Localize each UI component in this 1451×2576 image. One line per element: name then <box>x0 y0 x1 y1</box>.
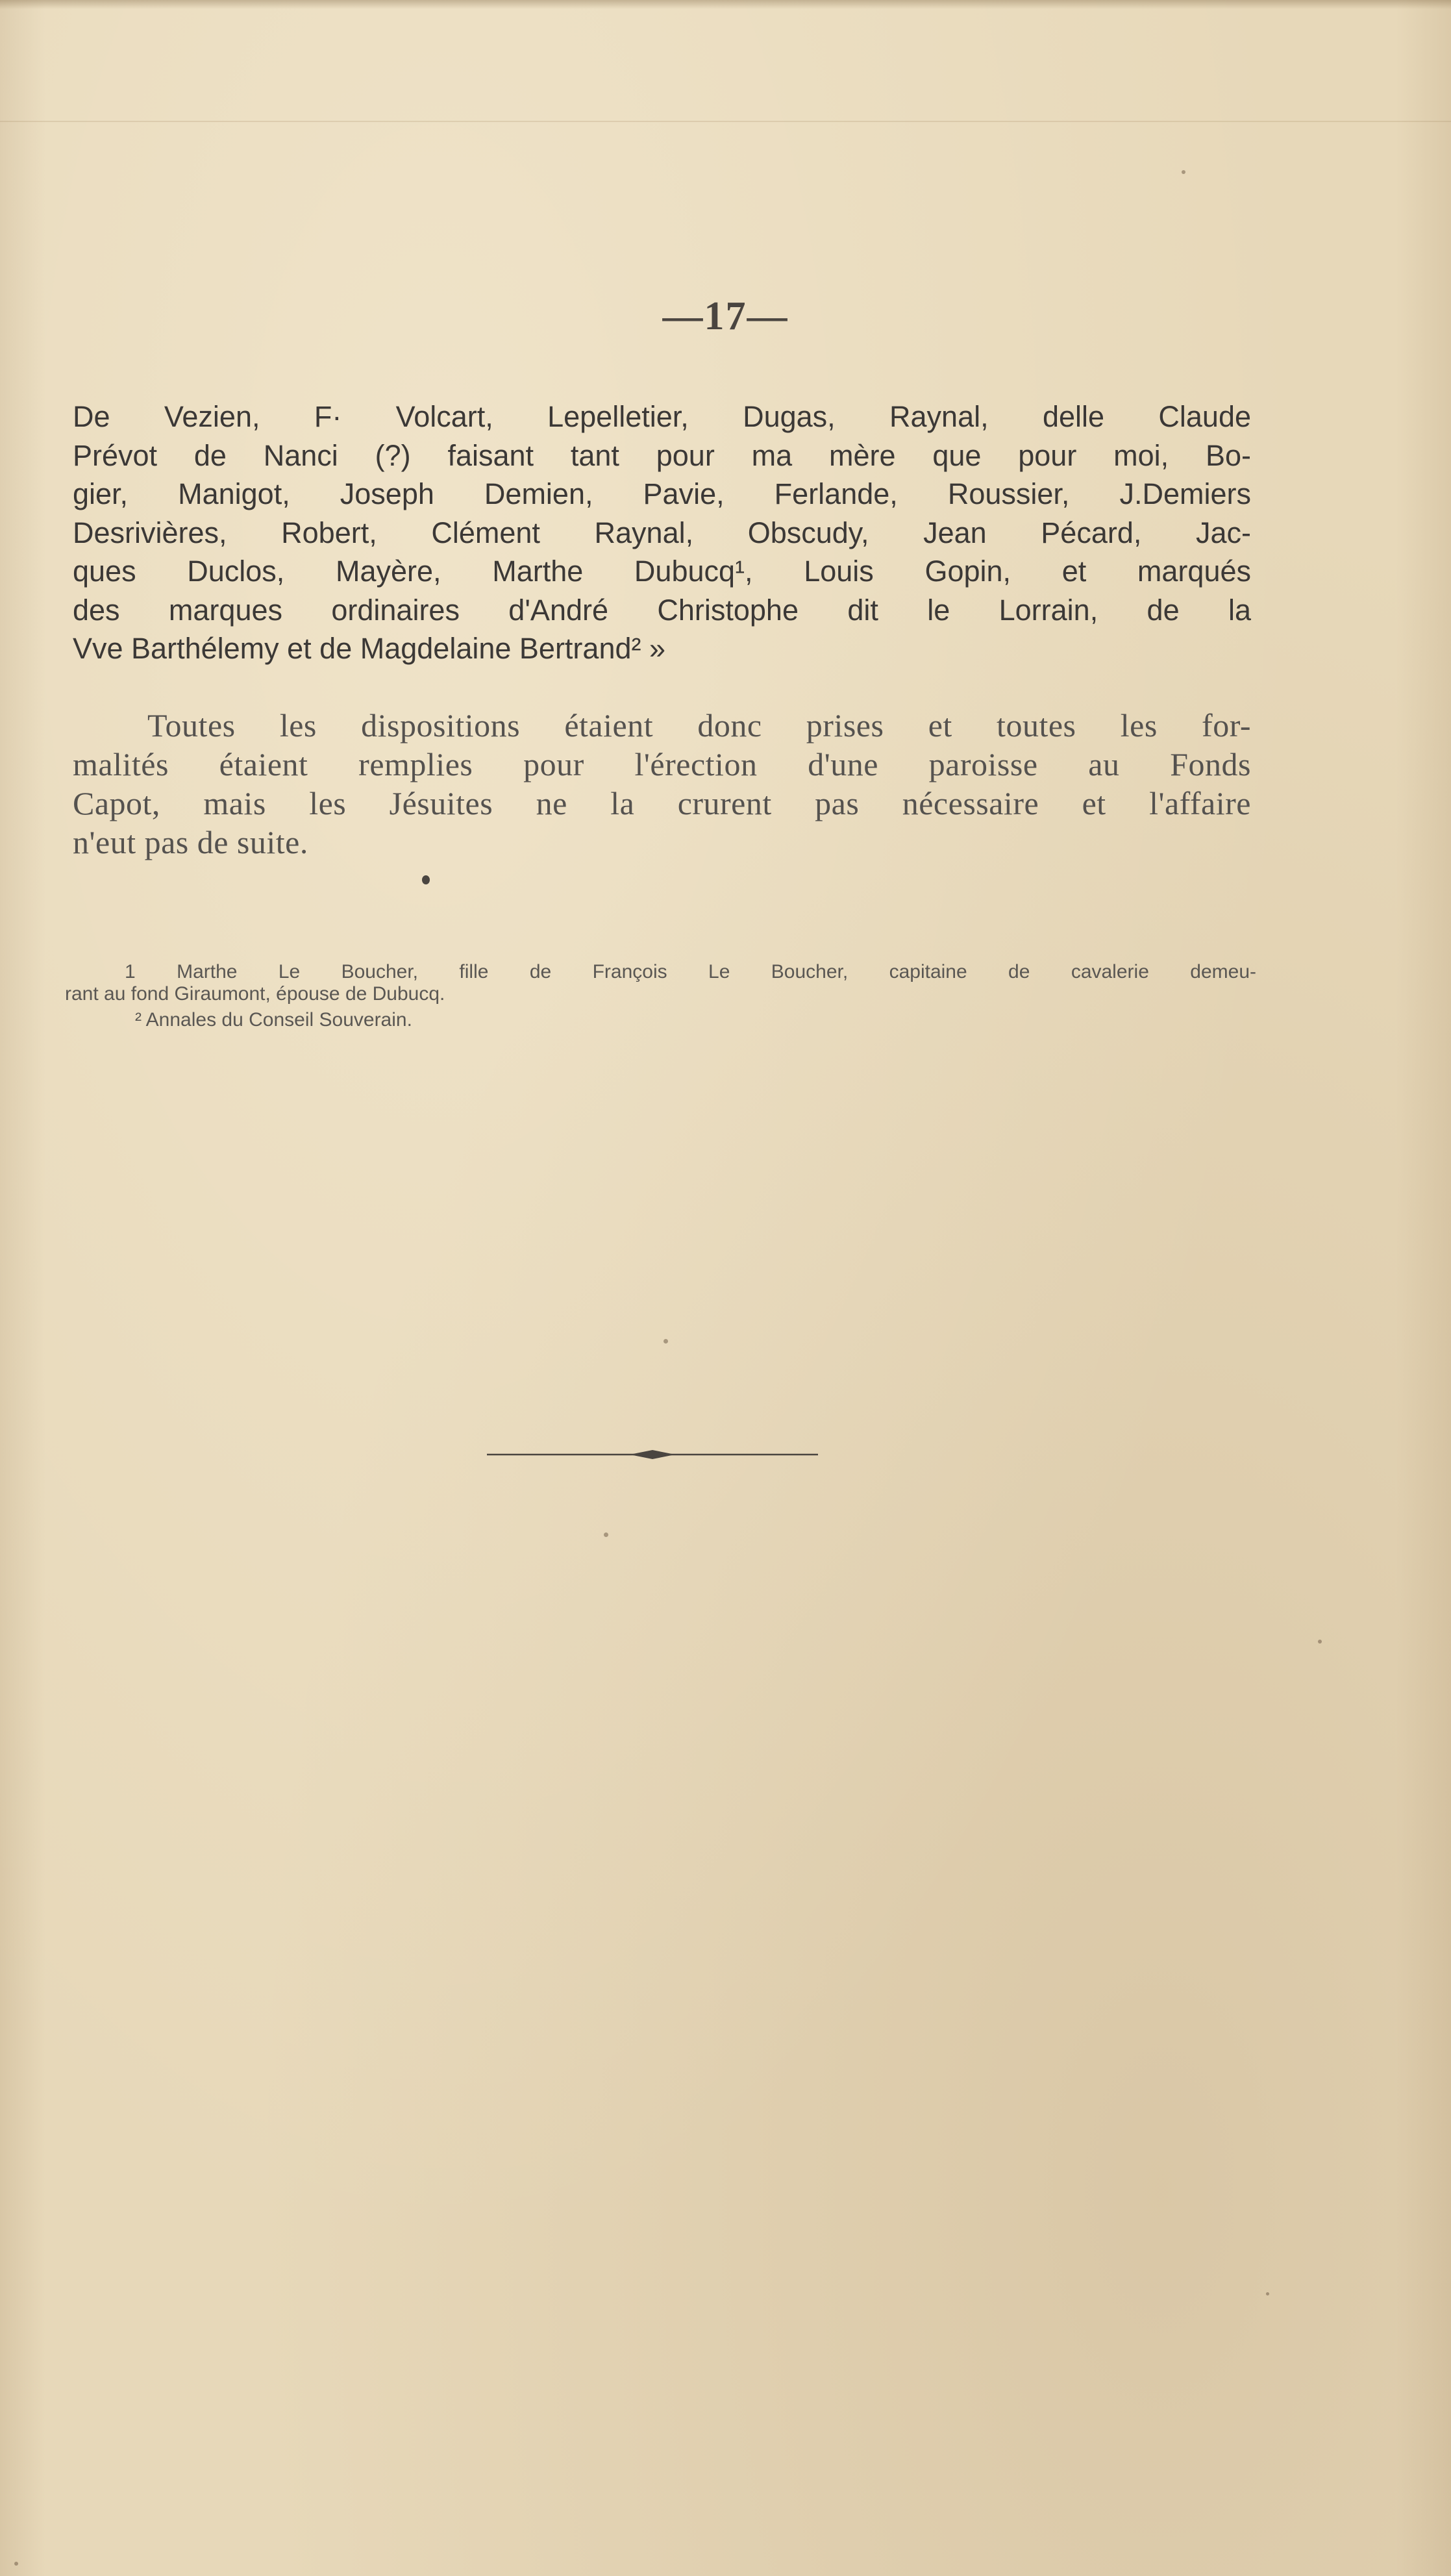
paragraph-conclusion <box>73 706 1251 862</box>
paper-speck <box>1266 2292 1269 2295</box>
page-top-edge <box>0 0 1451 9</box>
section-divider-ornament <box>487 1448 818 1461</box>
ink-mark <box>422 875 430 884</box>
paper-speck <box>604 1532 608 1537</box>
paper-speck <box>1318 1640 1322 1644</box>
footnotes <box>65 961 1256 1031</box>
text-line: n'eut pas de suite. <box>73 824 308 860</box>
text-line: ques Duclos, Mayère, Marthe Dubucq¹, Louis Gopin, et marqués <box>73 555 1251 588</box>
text-line: des marques ordinaires d'André Christophe dit le Lorrain, de la <box>73 593 1251 627</box>
footnote-1-continuation: rant au fond Giraumont, épouse de Dubucq. <box>65 983 445 1005</box>
paper-speck <box>663 1339 668 1344</box>
page-number: —17— <box>662 294 789 338</box>
text-line: Desrivières, Robert, Clément Raynal, Obscudy, Jean Pécard, Jac- <box>73 516 1251 549</box>
paragraph-signatories <box>73 397 1251 668</box>
paper-speck <box>1182 170 1185 174</box>
text-line: Toutes les dispositions étaient donc prises et toutes les for- <box>147 707 1251 744</box>
text-line: Capot, mais les Jésuites ne la crurent pas nécessaire et l'affaire <box>73 785 1251 821</box>
page-fold-line <box>0 121 1451 122</box>
paper-speck <box>14 2562 18 2566</box>
text-line: gier, Manigot, Joseph Demien, Pavie, Ferlande, Roussier, J.Demiers <box>73 477 1251 510</box>
text-line: De Vezien, F· Volcart, Lepelletier, Dugas, Raynal, delle Claude <box>73 400 1251 433</box>
footnote-2: ² Annales du Conseil Souverain. <box>135 1009 412 1031</box>
text-line: Prévot de Nanci (?) faisant tant pour ma mère que pour moi, Bo- <box>73 438 1251 472</box>
text-line: malités étaient remplies pour l'érection d'une paroisse au Fonds <box>73 746 1251 782</box>
text-line: Vve Barthélemy et de Magdelaine Bertrand² » <box>73 632 666 665</box>
footnote-1: 1 Marthe Le Boucher, fille de François Le Boucher, capitaine de cavalerie demeu- <box>125 961 1256 982</box>
